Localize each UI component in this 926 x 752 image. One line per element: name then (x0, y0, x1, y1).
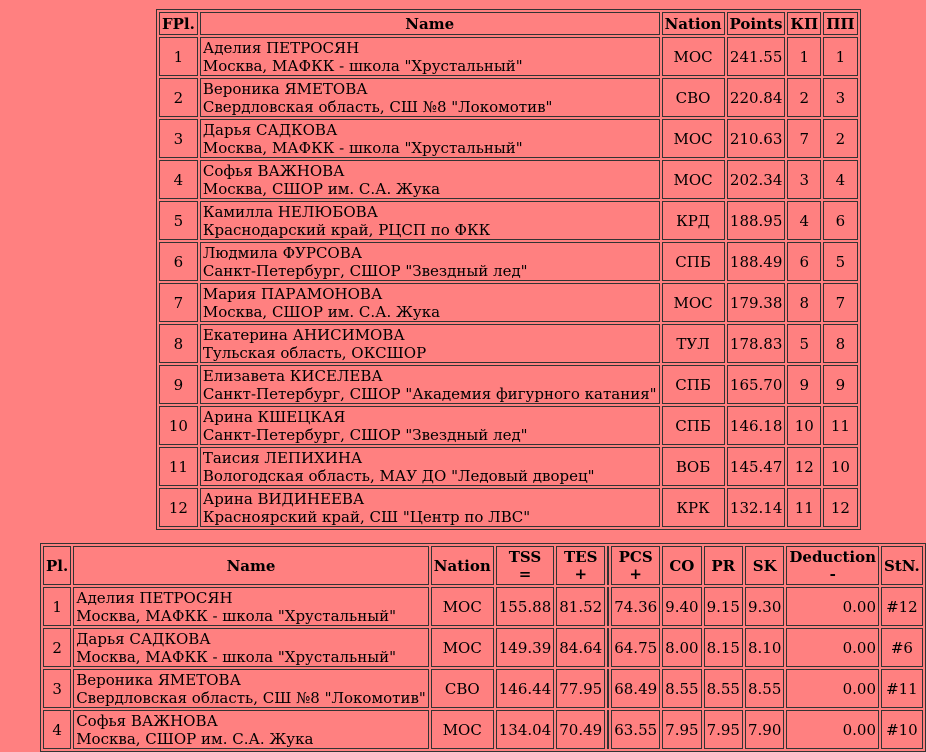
skater-name: Камилла НЕЛЮБОВА (202, 202, 378, 221)
pcs-cell: 63.55 (611, 710, 660, 749)
table-row (43, 710, 923, 749)
column-separator (607, 587, 609, 626)
skater-cell (73, 628, 429, 667)
pp-cell: 11 (823, 406, 857, 445)
nation-cell: МОС (662, 283, 725, 322)
tes-cell: 70.49 (556, 710, 605, 749)
skater-club: Краснодарский край, РЦСП по ФКК (202, 220, 491, 239)
skater-name: Мария ПАРАМОНОВА (202, 284, 383, 303)
header-tes: TES + (556, 546, 605, 585)
skater-name: Арина КШЕЦКАЯ (202, 407, 346, 426)
deduction-cell: 0.00 (786, 628, 879, 667)
table-row (159, 406, 858, 445)
pp-cell: 4 (823, 160, 857, 199)
column-separator (607, 628, 609, 667)
nation-cell: СПБ (662, 242, 725, 281)
deduction-cell: 0.00 (786, 587, 879, 626)
skater-cell (200, 324, 660, 363)
co-cell: 8.55 (662, 669, 701, 708)
skater-club: Москва, МАФКК - школа "Хрустальный" (76, 647, 397, 666)
skater-cell (200, 78, 660, 117)
pcs-cell: 64.75 (611, 628, 660, 667)
header-nation: Nation (662, 12, 725, 35)
skater-name: Таисия ЛЕПИХИНА (202, 448, 363, 467)
nation-cell: МОС (431, 587, 494, 626)
skater-club: Красноярский край, СШ "Центр по ЛВС" (202, 507, 531, 526)
pp-cell: 12 (823, 488, 857, 527)
pp-cell: 10 (823, 447, 857, 486)
skater-cell (200, 365, 660, 404)
header-pr: PR (704, 546, 743, 585)
header-pcs: PCS + (611, 546, 660, 585)
stn-cell: #11 (881, 669, 923, 708)
pp-cell: 2 (823, 119, 857, 158)
place-cell: 4 (43, 710, 71, 749)
place-cell: 7 (159, 283, 198, 322)
skater-club: Санкт-Петербург, СШОР "Звездный лед" (202, 425, 528, 444)
place-cell: 12 (159, 488, 198, 527)
points-cell: 210.63 (727, 119, 786, 158)
table-row (159, 201, 858, 240)
skater-club: Вологодская область, МАУ ДО "Ледовый дворец" (202, 466, 595, 485)
place-cell: 2 (43, 628, 71, 667)
skater-name: Софья ВАЖНОВА (202, 161, 345, 180)
table-row (159, 37, 858, 76)
place-cell: 5 (159, 201, 198, 240)
nation-cell: МОС (662, 37, 725, 76)
co-cell: 7.95 (662, 710, 701, 749)
table-row (159, 324, 858, 363)
skater-cell (200, 406, 660, 445)
final-results-table (156, 9, 861, 530)
kp-cell: 6 (787, 242, 821, 281)
skater-club: Санкт-Петербург, СШОР "Академия фигурного катания" (202, 384, 657, 403)
pp-cell: 3 (823, 78, 857, 117)
sk-cell: 9.30 (745, 587, 784, 626)
place-cell: 1 (43, 587, 71, 626)
skater-cell (200, 119, 660, 158)
kp-cell: 10 (787, 406, 821, 445)
skater-name: Аделия ПЕТРОСЯН (76, 588, 233, 607)
table-row (43, 628, 923, 667)
pr-cell: 7.95 (704, 710, 743, 749)
header-fpl: FPl. (159, 12, 198, 35)
skater-club: Москва, МАФКК - школа "Хрустальный" (202, 56, 523, 75)
place-cell: 3 (43, 669, 71, 708)
place-cell: 2 (159, 78, 198, 117)
tss-cell: 134.04 (496, 710, 555, 749)
skater-name: Дарья САДКОВА (202, 120, 338, 139)
sk-cell: 8.55 (745, 669, 784, 708)
header-points: Points (727, 12, 786, 35)
tes-cell: 77.95 (556, 669, 605, 708)
table-row (159, 283, 858, 322)
sk-cell: 8.10 (745, 628, 784, 667)
skater-cell (200, 37, 660, 76)
place-cell: 10 (159, 406, 198, 445)
place-cell: 4 (159, 160, 198, 199)
header-name: Name (200, 12, 660, 35)
skater-club: Москва, СШОР им. С.А. Жука (202, 302, 441, 321)
skater-club: Москва, МАФКК - школа "Хрустальный" (202, 138, 523, 157)
table-row (159, 488, 858, 527)
header-nation: Nation (431, 546, 494, 585)
segment-header-row (43, 546, 923, 585)
pp-cell: 9 (823, 365, 857, 404)
skater-club: Москва, МАФКК - школа "Хрустальный" (76, 606, 397, 625)
co-cell: 9.40 (662, 587, 701, 626)
points-cell: 145.47 (727, 447, 786, 486)
table-row (43, 669, 923, 708)
table-row (43, 587, 923, 626)
kp-cell: 1 (787, 37, 821, 76)
kp-cell: 8 (787, 283, 821, 322)
header-sk: SK (745, 546, 784, 585)
pp-cell: 1 (823, 37, 857, 76)
column-separator (607, 546, 609, 585)
skater-club: Свердловская область, СШ №8 "Локомотив" (202, 97, 553, 116)
kp-cell: 9 (787, 365, 821, 404)
tss-cell: 149.39 (496, 628, 555, 667)
pp-cell: 7 (823, 283, 857, 322)
kp-cell: 5 (787, 324, 821, 363)
nation-cell: ВОБ (662, 447, 725, 486)
table-row (159, 365, 858, 404)
column-separator (607, 710, 609, 749)
nation-cell: ТУЛ (662, 324, 725, 363)
points-cell: 178.83 (727, 324, 786, 363)
nation-cell: КРК (662, 488, 725, 527)
header-pl: Pl. (43, 546, 71, 585)
place-cell: 1 (159, 37, 198, 76)
skater-cell (200, 242, 660, 281)
nation-cell: МОС (431, 710, 494, 749)
column-separator (607, 669, 609, 708)
header-co: CO (662, 546, 701, 585)
pcs-cell: 68.49 (611, 669, 660, 708)
tes-cell: 84.64 (556, 628, 605, 667)
points-cell: 188.95 (727, 201, 786, 240)
stn-cell: #12 (881, 587, 923, 626)
skater-name: Арина ВИДИНЕЕВА (202, 489, 365, 508)
nation-cell: СВО (662, 78, 725, 117)
points-cell: 179.38 (727, 283, 786, 322)
pp-cell: 8 (823, 324, 857, 363)
header-name: Name (73, 546, 429, 585)
skater-name: Дарья САДКОВА (76, 629, 211, 648)
kp-cell: 2 (787, 78, 821, 117)
skater-name: Екатерина АНИСИМОВА (202, 325, 405, 344)
points-cell: 146.18 (727, 406, 786, 445)
stn-cell: #10 (881, 710, 923, 749)
pp-cell: 5 (823, 242, 857, 281)
table-row (159, 119, 858, 158)
place-cell: 3 (159, 119, 198, 158)
skater-cell (200, 488, 660, 527)
nation-cell: СВО (431, 669, 494, 708)
place-cell: 8 (159, 324, 198, 363)
place-cell: 11 (159, 447, 198, 486)
kp-cell: 11 (787, 488, 821, 527)
place-cell: 9 (159, 365, 198, 404)
kp-cell: 12 (787, 447, 821, 486)
skater-cell (200, 201, 660, 240)
nation-cell: МОС (662, 160, 725, 199)
pr-cell: 8.55 (704, 669, 743, 708)
tss-cell: 155.88 (496, 587, 555, 626)
tes-cell: 81.52 (556, 587, 605, 626)
nation-cell: СПБ (662, 365, 725, 404)
nation-cell: КРД (662, 201, 725, 240)
header-kp: КП (787, 12, 821, 35)
skater-cell (200, 160, 660, 199)
tss-cell: 146.44 (496, 669, 555, 708)
skater-club: Москва, СШОР им. С.А. Жука (202, 179, 441, 198)
kp-cell: 7 (787, 119, 821, 158)
table-row (159, 242, 858, 281)
skater-name: Софья ВАЖНОВА (76, 711, 218, 730)
skater-cell (200, 447, 660, 486)
sk-cell: 7.90 (745, 710, 784, 749)
points-cell: 165.70 (727, 365, 786, 404)
skater-cell (200, 283, 660, 322)
nation-cell: СПБ (662, 406, 725, 445)
segment-results-table (40, 543, 926, 752)
nation-cell: МОС (431, 628, 494, 667)
deduction-cell: 0.00 (786, 710, 879, 749)
skater-name: Елизавета КИСЕЛЕВА (202, 366, 383, 385)
skater-name: Вероника ЯМЕТОВА (76, 670, 241, 689)
pr-cell: 8.15 (704, 628, 743, 667)
header-stn: StN. (881, 546, 923, 585)
co-cell: 8.00 (662, 628, 701, 667)
skater-club: Москва, СШОР им. С.А. Жука (76, 729, 314, 748)
points-cell: 241.55 (727, 37, 786, 76)
header-tss: TSS = (496, 546, 555, 585)
pr-cell: 9.15 (704, 587, 743, 626)
skater-cell (73, 669, 429, 708)
skater-cell (73, 587, 429, 626)
skater-club: Свердловская область, СШ №8 "Локомотив" (76, 688, 426, 707)
points-cell: 188.49 (727, 242, 786, 281)
skater-name: Аделия ПЕТРОСЯН (202, 38, 360, 57)
results-header-row (159, 12, 858, 35)
place-cell: 6 (159, 242, 198, 281)
points-cell: 220.84 (727, 78, 786, 117)
skater-club: Тульская область, ОКСШОР (202, 343, 427, 362)
points-cell: 202.34 (727, 160, 786, 199)
nation-cell: МОС (662, 119, 725, 158)
pp-cell: 6 (823, 201, 857, 240)
deduction-cell: 0.00 (786, 669, 879, 708)
skater-name: Людмила ФУРСОВА (202, 243, 363, 262)
table-row (159, 160, 858, 199)
skater-cell (73, 710, 429, 749)
header-deduction: Deduction - (786, 546, 879, 585)
table-row (159, 447, 858, 486)
kp-cell: 3 (787, 160, 821, 199)
table-row (159, 78, 858, 117)
header-pp: ПП (823, 12, 857, 35)
kp-cell: 4 (787, 201, 821, 240)
stn-cell: #6 (881, 628, 923, 667)
points-cell: 132.14 (727, 488, 786, 527)
pcs-cell: 74.36 (611, 587, 660, 626)
skater-name: Вероника ЯМЕТОВА (202, 79, 368, 98)
skater-club: Санкт-Петербург, СШОР "Звездный лед" (202, 261, 528, 280)
